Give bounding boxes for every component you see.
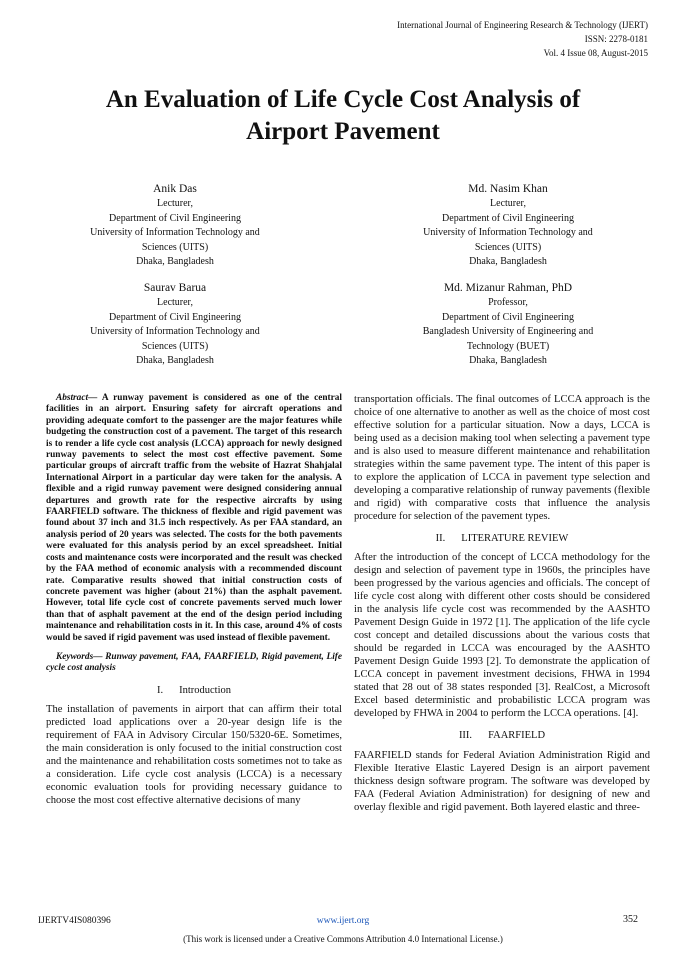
author-block (383, 280, 633, 369)
section-number: I. (156, 684, 164, 696)
section-body: transportation officials. The final outcomes of LCCA approach is the choice of one alternative to another as well as the choice of most cost effective solution for a particular situation. Now a days, LCCA is being used as a decision making tool when selecting a pavement type and is also used to measure different maintenance and rehabilitation strategies within the same pavement type. The intent of this paper is to explore the application of LCCA in pavement type selection and developing a comparative relationship of runway pavements (flexible and rigid) with comparative costs that influence the analysis procedure for selection of the pavement types. (354, 394, 650, 522)
author-name: Md. Nasim Khan (468, 183, 548, 195)
author-dept: Department of Civil Engineering (109, 311, 241, 323)
abstract (46, 393, 342, 644)
section-number: III. (458, 730, 473, 742)
author-institution-2: Technology (BUET) (466, 340, 550, 352)
author-institution: University of Information Technology and (90, 326, 260, 337)
author-dept: Department of Civil Engineering (442, 311, 574, 323)
author-institution-2: Sciences (UITS) (474, 241, 542, 253)
author-dept: Department of Civil Engineering (109, 212, 241, 224)
author-institution: University of Information Technology and (423, 227, 593, 238)
abstract-text: A runway pavement is considered as one of the central facilities in an airport. Ensuring safety for aircraft operations and providing adequate comfort to the passenger are the major features while budgeting the construction cost of a pavement. The target of this research is to render a life cycle cost analysis (LCCA) approach for newly designed runway pavements to select the most cost effective pavement. Some particular groups of aircraft traffic from the website of Hazrat Shahjalal International Airport in a particular day were taken for the analysis. A flexible and a rigid runway pavement were designed considering annual departures and growth rate for the respective aircrafts by using FAARFIELD software. The thickness of flexible and rigid pavement was found about 37 inch and 31.5 inch respectively. As per FAA standard, an analysis period of 20 years was selected. The costs for the both pavements were evaluated for this analysis period by an excel spreadsheet. Initial costs and maintenance costs were incorporated and the result was checked by the FAA method of economic analysis with a recommended discount rate. Comparative results showed that initial construction costs of concrete pavement was higher (about 21%) than the asphalt pavement. However, total life cycle cost of concrete pavements served much lower than that of asphalt pavement at the end of the design period including maintenance and rehabilitation costs in it. In this case, around 4% of costs would be saved if rigid pavement was used instead of flexible pavement. (46, 393, 342, 643)
journal-name: International Journal of Engineering Research & Technology (IJERT) (397, 20, 648, 30)
section-heading (46, 685, 342, 697)
footer-paper-id: IJERTV4IS080396 (38, 916, 111, 926)
author-role: Professor, (488, 297, 528, 308)
author-block (383, 181, 633, 270)
author-institution: Bangladesh University of Engineering and (422, 326, 594, 337)
author-name: Md. Mizanur Rahman, PhD (443, 282, 573, 294)
author-institution-2: Sciences (UITS) (141, 241, 209, 253)
keywords: Keywords— Runway pavement, FAA, FAARFIELD, Rigid pavement, Life cycle cost analysis (46, 651, 342, 674)
author-city: Dhaka, Bangladesh (469, 355, 547, 366)
license-notice: (This work is licensed under a Creative Commons Attribution 4.0 International License.) (183, 934, 503, 944)
author-role: Lecturer, (157, 297, 193, 308)
author-role: Lecturer, (490, 198, 526, 209)
journal-issn: ISSN: 2278-0181 (584, 34, 648, 44)
section-heading (354, 730, 650, 742)
section-heading (354, 533, 650, 545)
abstract-label: Abstract— (56, 393, 98, 403)
section-title: FAARFIELD (488, 730, 546, 742)
paper-title (40, 84, 646, 148)
author-city: Dhaka, Bangladesh (136, 355, 214, 366)
page-number: 352 (623, 914, 638, 925)
journal-header (397, 18, 648, 60)
paper-title-line-1: An Evaluation of Life Cycle Cost Analysis of (105, 86, 581, 113)
author-dept: Department of Civil Engineering (442, 212, 574, 224)
paper-title-line-2: Airport Pavement (246, 118, 440, 145)
author-block (50, 181, 300, 270)
author-name: Anik Das (153, 183, 197, 195)
section-title: LITERATURE REVIEW (461, 533, 569, 544)
section-body: FAARFIELD stands for Federal Aviation Administration Rigid and Flexible Iterative Elastic Layered Design is an airport pavement thickness design software program. The software was developed by FAA (Federal Aviation Administration) for designing of new and overlay flexible and rigid pavement. Both layered elastic and three- (354, 749, 650, 813)
journal-volume: Vol. 4 Issue 08, August-2015 (543, 48, 648, 58)
section-body: After the introduction of the concept of LCCA methodology for the design and selection of pavement type in 1960s, the principles have been progressed by the various agencies and officials. The concept of life cycle cost along with different other costs should be considered in the analysis life cycle cost was recommended by the AASHTO Pavement Design Guide in 1972 [1]. The application of the life cycle cost concept and detailed discussions about the various costs that should be regarded in LCCA was encouraged by the AASHTO Pavement Design Guide 1993 [2]. To demonstrate the application of LCCA concept in pavement investment decisions, FHWA in 1994 stated that 28 out of 38 states responded [3]. RealCost, a Microsoft Excel based deterministic and probabilistic LCCA program was developed by FHWA in 2004 to perform the LCCA operations. [4]. (354, 552, 650, 720)
author-city: Dhaka, Bangladesh (136, 256, 214, 267)
section-body: The installation of pavements in airport that can affirm their total predicted load applications over a 20-year design life is the requirement of FAA in Advisory Circular 150/5320-6E. Sometimes, the main consideration is only focused to the initial construction cost and the maintenance and rehabilitation costs sometimes not to take as a consideration. Life cycle cost analysis (LCCA) is a necessary economic evaluation tools for providing necessary guidance to choose the most cost effective alternative decisions of many (46, 704, 342, 807)
section-title: Introduction (179, 684, 232, 696)
right-column (354, 393, 650, 820)
author-role: Lecturer, (157, 198, 193, 209)
author-institution: University of Information Technology and (90, 227, 260, 238)
author-name: Saurav Barua (143, 282, 207, 294)
section-number: II. (435, 533, 446, 544)
left-column (46, 393, 342, 813)
author-city: Dhaka, Bangladesh (469, 256, 547, 267)
author-institution-2: Sciences (UITS) (141, 340, 209, 352)
author-block (50, 280, 300, 369)
footer-url-link[interactable]: www.ijert.org (316, 916, 370, 926)
